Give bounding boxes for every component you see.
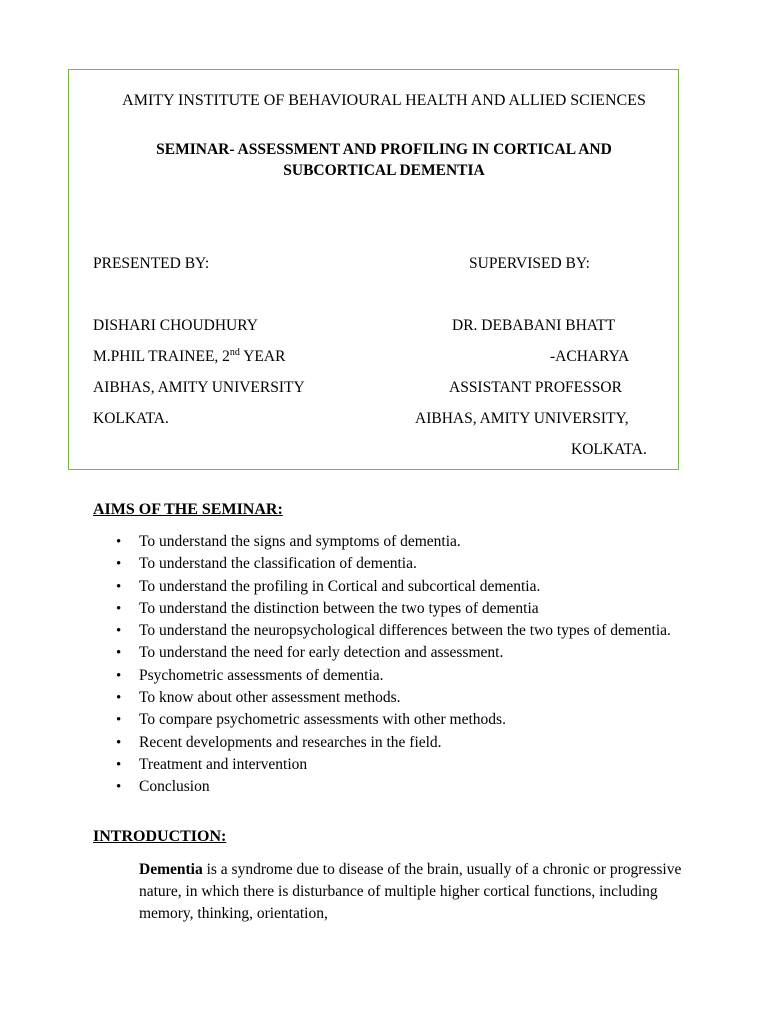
presenter-city: KOLKATA. (93, 410, 169, 427)
aims-list-item: • Psychometric assessments of dementia. (114, 665, 694, 687)
presenter-role: M.PHIL TRAINEE, 2nd YEAR (93, 346, 286, 365)
presenter-affiliation: AIBHAS, AMITY UNIVERSITY (93, 379, 305, 396)
aims-list-item: • Treatment and intervention (114, 754, 694, 776)
aims-list-item: • To know about other assessment methods. (114, 687, 694, 709)
supervised-by-heading: SUPERVISED BY: (469, 255, 590, 272)
aims-list-item: • Conclusion (114, 776, 694, 798)
aims-list-item: • To compare psychometric assessments with other methods. (114, 709, 694, 731)
supervisor-name-line2: -ACHARYA (550, 348, 630, 365)
aims-list-item: • Recent developments and researches in the field. (114, 732, 694, 754)
supervisor-city: KOLKATA. (571, 441, 647, 458)
introduction-heading: INTRODUCTION: (93, 828, 227, 845)
aims-list-item: • To understand the classification of dementia. (114, 553, 694, 575)
institute-name: AMITY INSTITUTE OF BEHAVIOURAL HEALTH AND ALLIED SCIENCES (122, 92, 646, 109)
aims-list-item: • To understand the need for early detection and assessment. (114, 642, 694, 664)
dementia-term: Dementia (139, 861, 203, 878)
aims-heading: AIMS OF THE SEMINAR: (93, 501, 283, 518)
presented-by-heading: PRESENTED BY: (93, 255, 210, 272)
introduction-text: is a syndrome due to disease of the brain, usually of a chronic or progressive nature, in which there is disturbance of multiple higher cortical functions, including memory, thinking, orientation, (139, 861, 682, 922)
supervisor-title: ASSISTANT PROFESSOR (449, 379, 622, 396)
seminar-title: SEMINAR- ASSESSMENT AND PROFILING IN CORTICAL AND SUBCORTICAL DEMENTIA (156, 141, 612, 179)
supervisor-name-line1: DR. DEBABANI BHATT (452, 317, 616, 334)
aims-list-item: • To understand the distinction between the two types of dementia (114, 598, 694, 620)
aims-list-item: • To understand the neuropsychological differences between the two types of dementia. (114, 620, 694, 642)
presenter-name: DISHARI CHOUDHURY (93, 317, 258, 334)
aims-list (114, 531, 694, 799)
aims-list-item: • To understand the profiling in Cortical and subcortical dementia. (114, 576, 694, 598)
aims-list-item: • To understand the signs and symptoms of dementia. (114, 531, 694, 553)
supervisor-affiliation: AIBHAS, AMITY UNIVERSITY, (415, 410, 629, 427)
introduction-paragraph (139, 859, 684, 925)
